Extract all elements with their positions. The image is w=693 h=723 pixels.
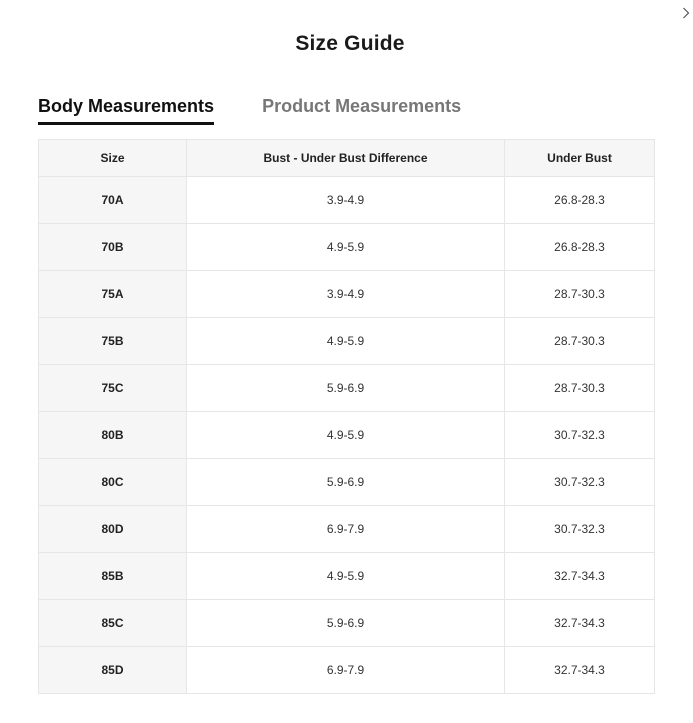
bust-difference-cell: 4.9-5.9: [187, 553, 505, 600]
under-bust-cell: 32.7-34.3: [505, 553, 655, 600]
under-bust-cell: 28.7-30.3: [505, 365, 655, 412]
table-row: [39, 459, 655, 506]
bust-difference-cell: 5.9-6.9: [187, 600, 505, 647]
table-body: [39, 177, 655, 694]
table-row: [39, 412, 655, 459]
table-row: [39, 365, 655, 412]
table-row: [39, 600, 655, 647]
bust-difference-cell: 4.9-5.9: [187, 224, 505, 271]
bust-difference-cell: 3.9-4.9: [187, 177, 505, 224]
size-cell: 75A: [39, 271, 187, 318]
table-row: [39, 271, 655, 318]
header-under-bust: Under Bust: [505, 140, 655, 177]
size-cell: 80D: [39, 506, 187, 553]
under-bust-cell: 30.7-32.3: [505, 459, 655, 506]
bust-difference-cell: 3.9-4.9: [187, 271, 505, 318]
header-size: Size: [39, 140, 187, 177]
under-bust-cell: 30.7-32.3: [505, 412, 655, 459]
table-row: [39, 506, 655, 553]
under-bust-cell: 28.7-30.3: [505, 271, 655, 318]
size-cell: 80B: [39, 412, 187, 459]
size-cell: 85B: [39, 553, 187, 600]
close-button[interactable]: [679, 4, 693, 22]
size-cell: 85C: [39, 600, 187, 647]
chevron-right-icon: [682, 7, 690, 19]
tab-product-measurements[interactable]: Product Measurements: [262, 96, 462, 116]
bust-difference-cell: 6.9-7.9: [187, 647, 505, 694]
size-table-container: [38, 139, 654, 694]
tab-bar: [38, 96, 461, 125]
size-cell: 80C: [39, 459, 187, 506]
table-row: [39, 177, 655, 224]
table-row: [39, 224, 655, 271]
tab-body-measurements[interactable]: Body Measurements: [38, 96, 214, 125]
under-bust-cell: 32.7-34.3: [505, 647, 655, 694]
table-row: [39, 318, 655, 365]
table-header-row: [39, 140, 655, 177]
size-cell: 75B: [39, 318, 187, 365]
size-cell: 70B: [39, 224, 187, 271]
bust-difference-cell: 6.9-7.9: [187, 506, 505, 553]
bust-difference-cell: 4.9-5.9: [187, 412, 505, 459]
size-cell: 70A: [39, 177, 187, 224]
under-bust-cell: 32.7-34.3: [505, 600, 655, 647]
page-title: Size Guide: [295, 32, 405, 55]
table-row: [39, 553, 655, 600]
bust-difference-cell: 4.9-5.9: [187, 318, 505, 365]
bust-difference-cell: 5.9-6.9: [187, 365, 505, 412]
table-row: [39, 647, 655, 694]
header-bust-difference: Bust - Under Bust Difference: [187, 140, 505, 177]
size-cell: 75C: [39, 365, 187, 412]
size-cell: 85D: [39, 647, 187, 694]
under-bust-cell: 30.7-32.3: [505, 506, 655, 553]
size-table: [38, 139, 655, 694]
under-bust-cell: 28.7-30.3: [505, 318, 655, 365]
under-bust-cell: 26.8-28.3: [505, 224, 655, 271]
under-bust-cell: 26.8-28.3: [505, 177, 655, 224]
bust-difference-cell: 5.9-6.9: [187, 459, 505, 506]
